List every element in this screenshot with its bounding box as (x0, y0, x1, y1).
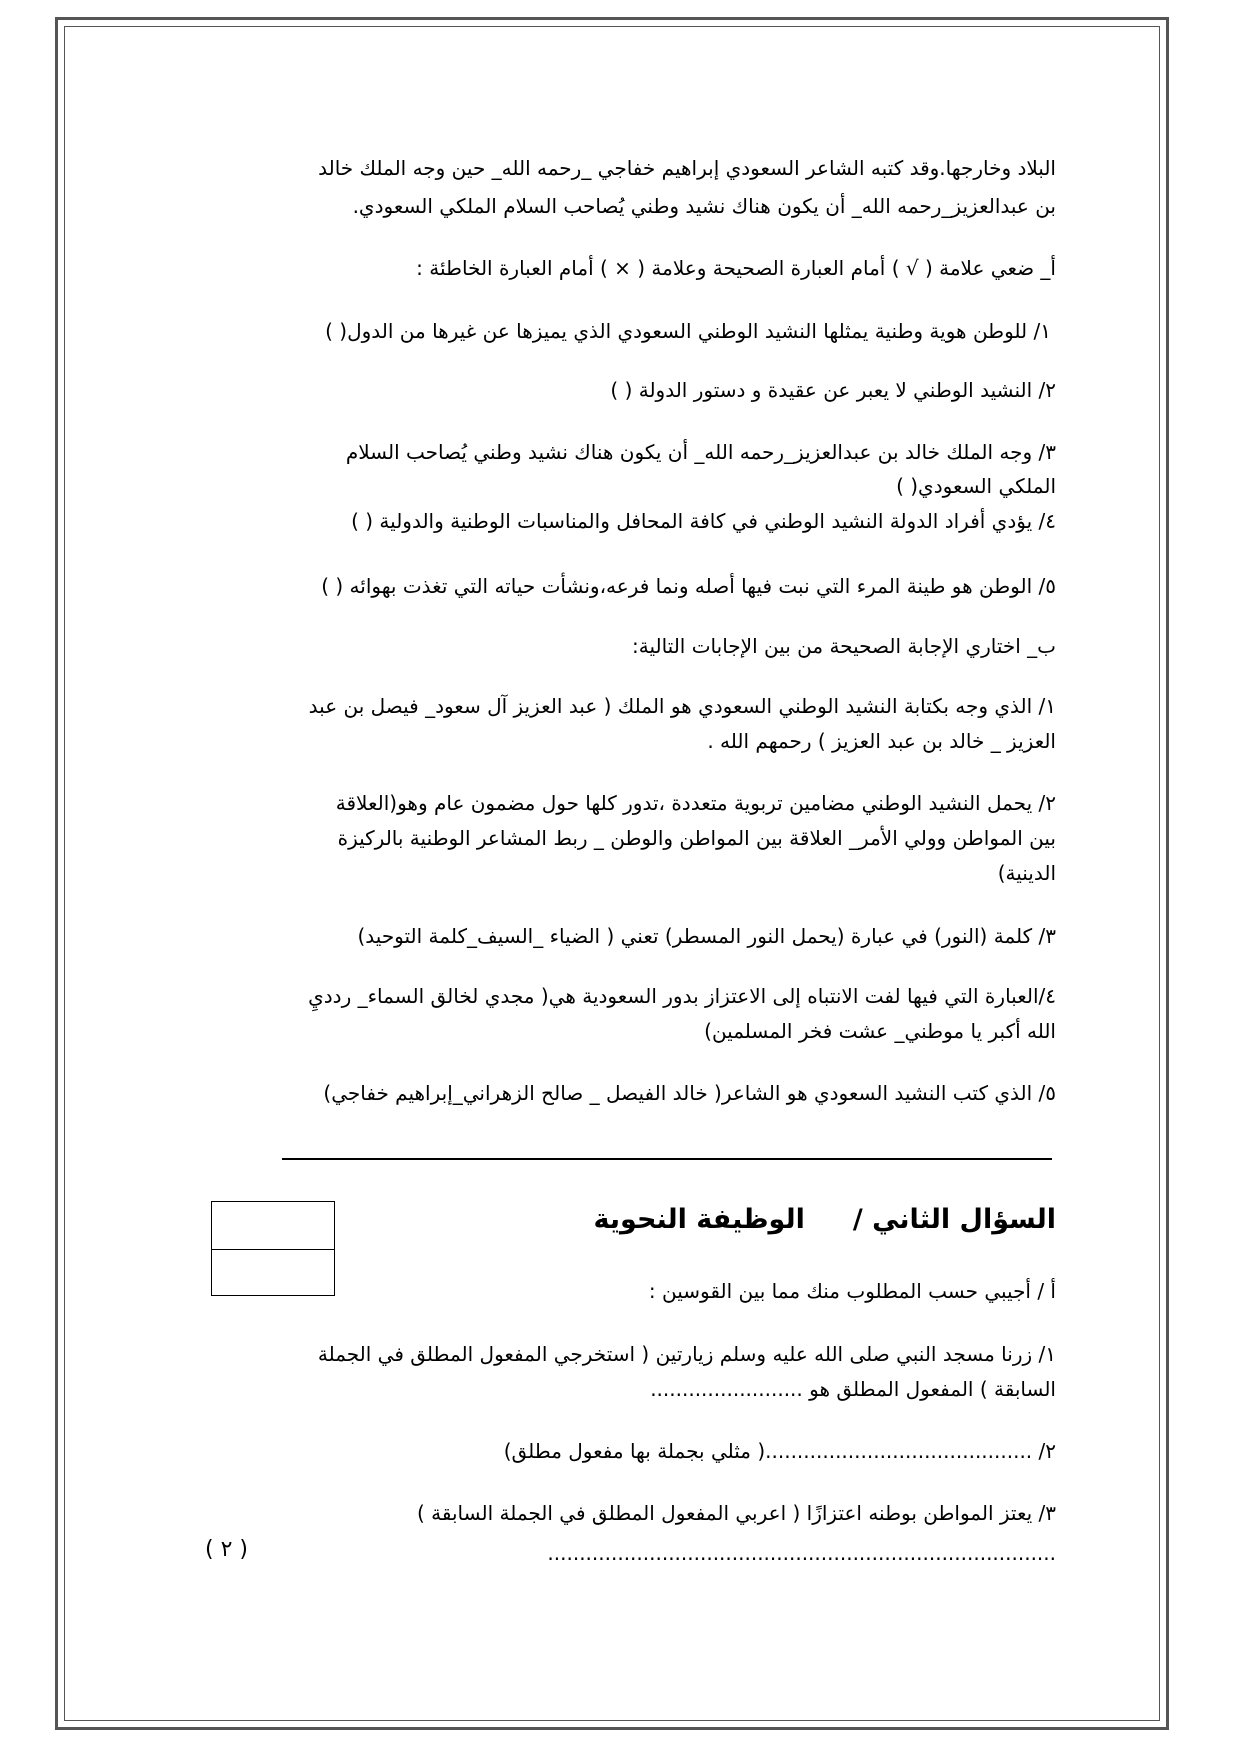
part-a-item-2: ٢/ النشيد الوطني لا يعبر عن عقيدة و دستور الدولة ( ) (610, 378, 1056, 402)
question-2-answer-line: ................................................................................ (547, 1541, 1056, 1565)
part-a-item-3: ٣/ وجه الملك خالد بن عبدالعزيز_رحمه الله_ أن يكون هناك نشيد وطني يُصاحب السلام (345, 440, 1056, 464)
question-2-item-3: ٣/ يعتز المواطن بوطنه اعتزازًا ( اعربي المفعول المطلق في الجملة السابقة ) (416, 1501, 1056, 1525)
question-2-title: السؤال الثاني / (852, 1204, 1056, 1235)
part-a-item-5: ٥/ الوطن هو طينة المرء التي نبت فيها أصله ونما فرعه،ونشأت حياته التي تغذت بهوائه ( ) (321, 574, 1056, 598)
question-2-subtitle: الوظيفة النحوية (593, 1204, 805, 1235)
question-2-item-1-cont: السابقة ) المفعول المطلق هو ........................ (650, 1377, 1056, 1401)
part-b-item-2: ٢/ يحمل النشيد الوطني مضامين تربوية متعددة ،تدور كلها حول مضمون عام وهو(العلاقة (335, 791, 1056, 815)
part-b-instruction: ب_ اختاري الإجابة الصحيحة من بين الإجابات التالية: (631, 634, 1056, 658)
part-a-item-4: ٤/ يؤدي أفراد الدولة النشيد الوطني في كافة المحافل والمناسبات الوطنية والدولية ( ) (351, 509, 1056, 533)
part-b-item-2-cont: بين المواطن وولي الأمر_ العلاقة بين المواطن والوطن _ ربط المشاعر الوطنية بالركيزة (337, 826, 1056, 850)
intro-line-1: البلاد وخارجها.وقد كتبه الشاعر السعودي إبراهيم خفاجي _رحمه الله_ حين وجه الملك خالد (318, 156, 1056, 180)
intro-line-2: بن عبدالعزيز_رحمه الله_ أن يكون هناك نشيد وطني يُصاحب السلام الملكي السعودي. (352, 194, 1056, 218)
section-divider (282, 1158, 1052, 1160)
part-b-item-1: ١/ الذي وجه بكتابة النشيد الوطني السعودي هو الملك ( عبد العزيز آل سعود_ فيصل بن عبد (308, 694, 1056, 718)
question-2-item-1: ١/ زرنا مسجد النبي صلى الله عليه وسلم زيارتين ( استخرجي المفعول المطلق في الجملة (317, 1342, 1056, 1366)
part-b-item-1-cont: العزيز _ خالد بن عبد العزيز ) رحمهم الله . (707, 729, 1056, 753)
part-b-item-4: ٤/العبارة التي فيها لفت الانتباه إلى الاعتزاز بدور السعودية هي( مجدي لخالق السماء_ ردديِ (308, 984, 1056, 1008)
part-b-item-2-cont2: الدينية) (997, 861, 1056, 885)
part-b-item-5: ٥/ الذي كتب النشيد السعودي هو الشاعر( خالد الفيصل _ صالح الزهراني_إبراهيم خفاجي) (323, 1081, 1056, 1105)
part-a-instruction: أ_ ضعي علامة ( √ ) أمام العبارة الصحيحة وعلامة ( × ) أمام العبارة الخاطئة : (416, 256, 1056, 280)
question-2-item-2: ٢/ ..........................................( مثلي بجملة بها مفعول مطلق) (503, 1439, 1056, 1463)
grade-box (211, 1201, 335, 1296)
page-number: ( ٢ ) (205, 1537, 248, 1562)
question-2-heading (594, 1204, 1056, 1235)
part-a-item-3-cont: الملكي السعودي( ) (896, 474, 1056, 498)
part-b-item-4-cont: الله أكبر يا موطني_ عشت فخر المسلمين) (704, 1019, 1056, 1043)
part-a-item-1: ١/ للوطن هوية وطنية يمثلها النشيد الوطني السعودي الذي يميزها عن غيرها من الدول( ) (325, 319, 1051, 343)
part-b-item-3: ٣/ كلمة (النور) في عبارة (يحمل النور المسطر) تعني ( الضياء _السيف_كلمة التوحيد) (357, 924, 1056, 948)
question-2-instruction: أ / أجيبي حسب المطلوب منك مما بين القوسين : (648, 1279, 1056, 1303)
